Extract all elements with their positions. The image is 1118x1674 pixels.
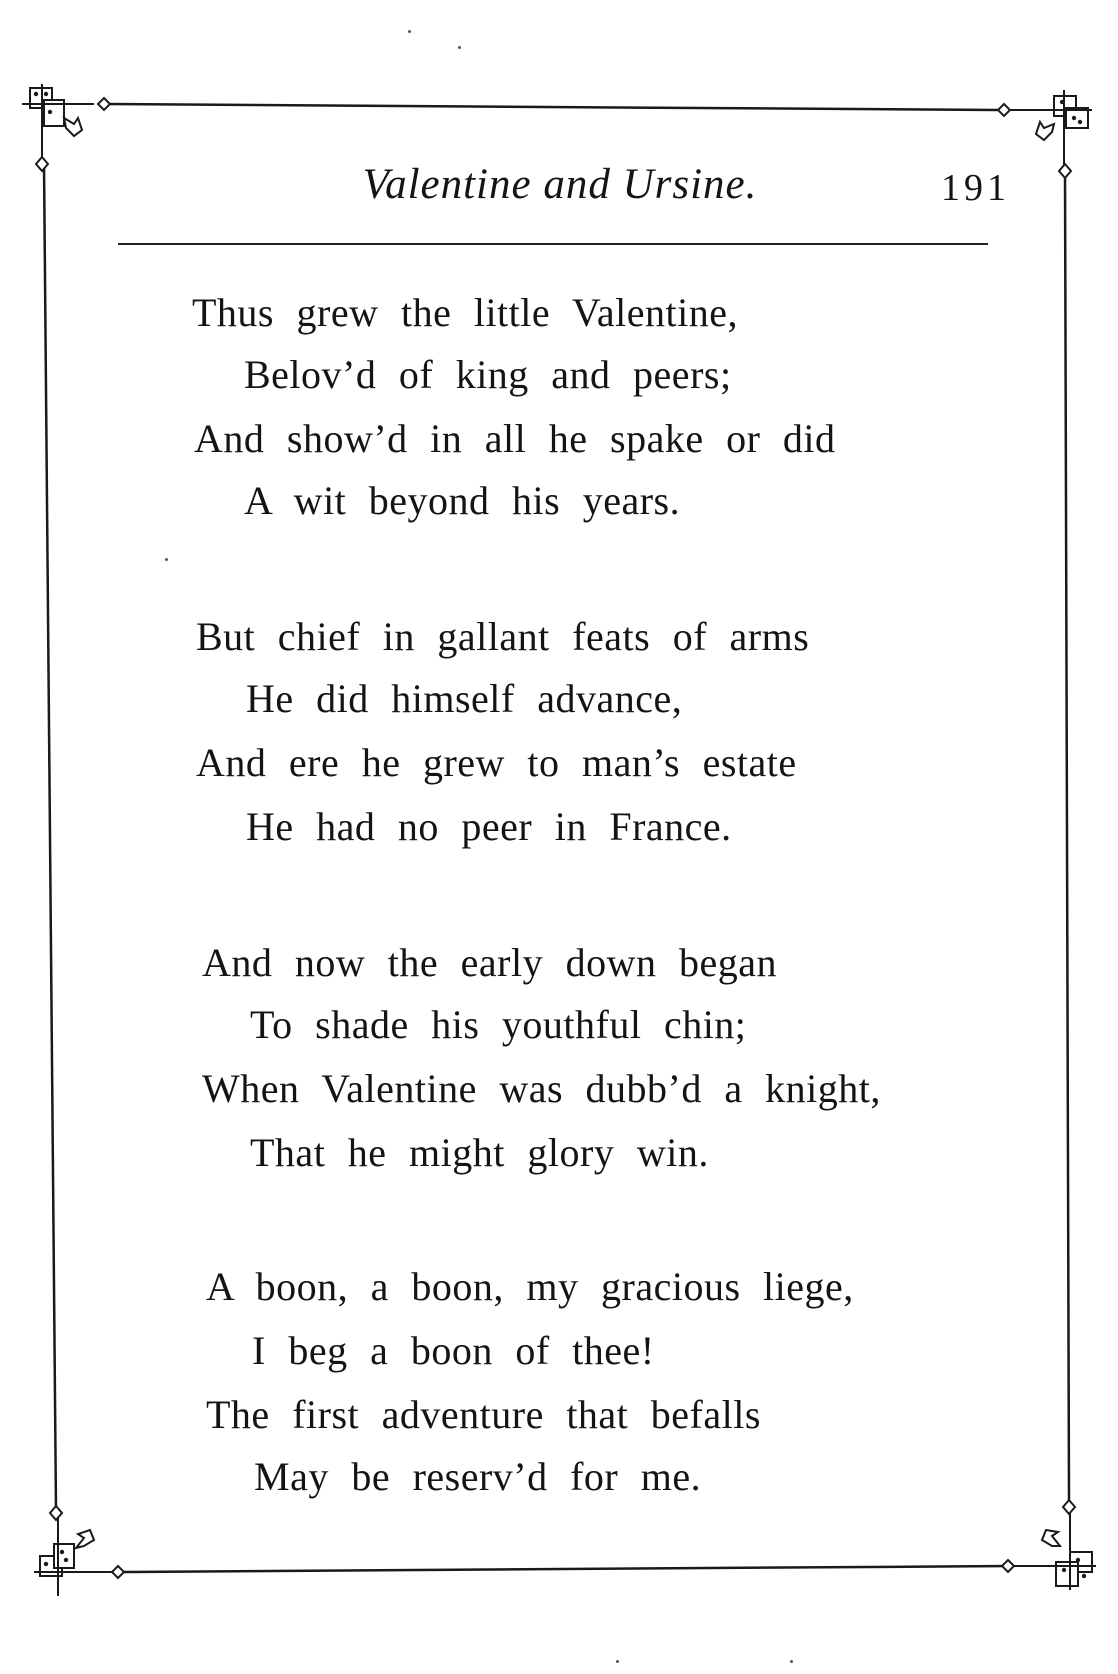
poem-line: He did himself advance,: [246, 676, 683, 721]
running-title: Valentine and Ursine.: [362, 161, 758, 208]
poem-line: Thus grew the little Valentine,: [192, 290, 738, 335]
poem-line: And show’d in all he spake or did: [194, 416, 836, 461]
poem-line: May be reserv’d for me.: [254, 1454, 702, 1499]
poem-line: And now the early down began: [202, 940, 777, 985]
scan-speck: [458, 46, 461, 49]
poem-line: To shade his youthful chin;: [250, 1002, 747, 1047]
poem-line: The first adventure that befalls: [206, 1392, 761, 1437]
scan-speck: [408, 30, 411, 33]
poem-line: And ere he grew to man’s estate: [196, 740, 797, 785]
poem-line: When Valentine was dubb’d a knight,: [202, 1066, 881, 1111]
poem-line: I beg a boon of thee!: [252, 1328, 655, 1373]
poem-line: A boon, a boon, my gracious liege,: [206, 1264, 854, 1309]
scan-speck: [616, 1660, 619, 1663]
poem-line: He had no peer in France.: [246, 804, 732, 849]
poem-line: That he might glory win.: [250, 1130, 709, 1175]
scan-speck: [790, 1660, 793, 1663]
poem-line: A wit beyond his years.: [244, 478, 681, 523]
page-number: 191: [941, 167, 1010, 209]
poem-line: But chief in gallant feats of arms: [196, 614, 810, 659]
scan-speck: [165, 558, 168, 561]
poem-line: Belov’d of king and peers;: [244, 352, 732, 397]
